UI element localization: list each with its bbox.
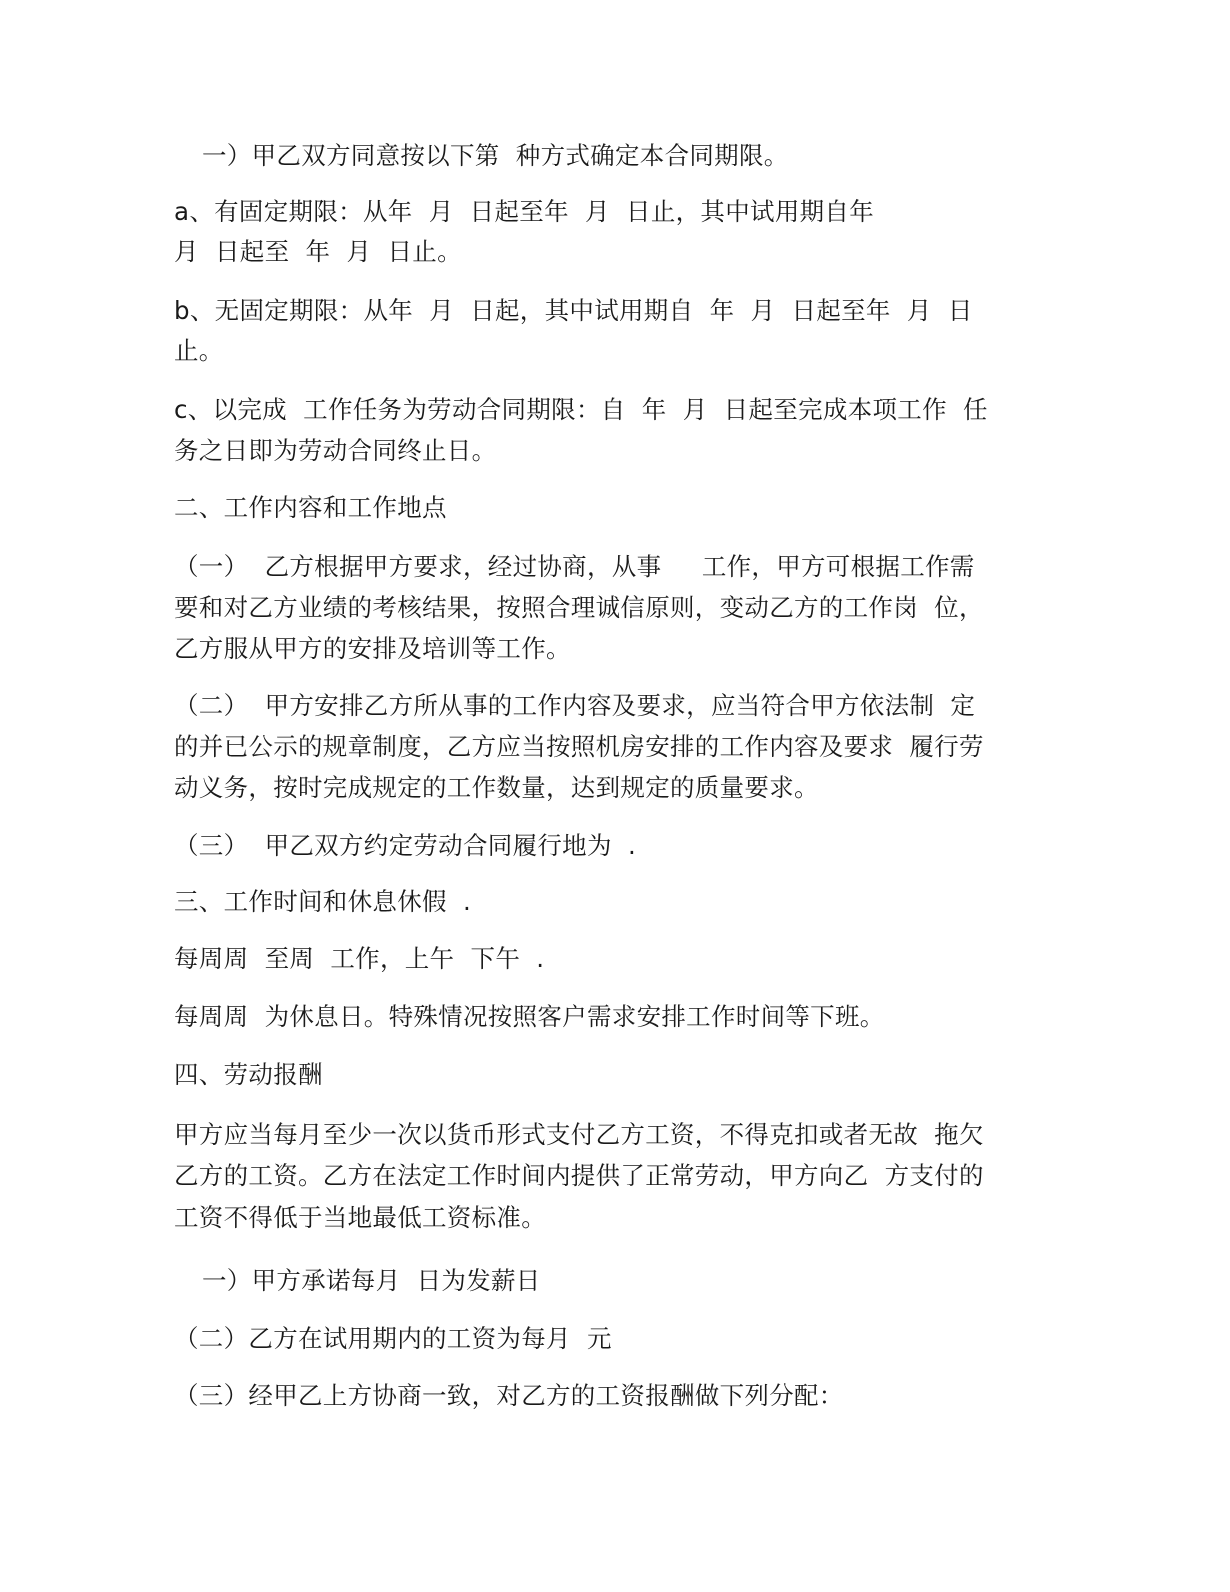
remuneration-line-2: 乙方的工资。乙方在法定工作时间内提供了正常劳动，甲方向乙 方支付的: [174, 1161, 984, 1190]
work-content-2-line-2: 的并已公示的规章制度，乙方应当按照机房安排的工作内容及要求 履行劳: [174, 732, 984, 761]
task-term-line-2: 务之日即为劳动合同终止日。: [174, 436, 497, 465]
work-content-1-line-2: 要和对乙方业绩的考核结果，按照合理诚信原则，变动乙方的工作岗 位，: [174, 593, 984, 622]
salary-allocation-clause: （三）经甲乙上方协商一致，对乙方的工资报酬做下列分配：: [174, 1381, 844, 1410]
fixed-term-line-1: a、有固定期限：从年 月 日起至年 月 日止，其中试用期自年: [174, 197, 875, 226]
task-term-line-1: c、以完成 工作任务为劳动合同期限：自 年 月 日起至完成本项工作 任: [174, 395, 988, 424]
open-term-line-2: 止。: [174, 336, 224, 365]
remuneration-line-1: 甲方应当每月至少一次以货币形式支付乙方工资，不得克扣或者无故 拖欠: [174, 1120, 984, 1149]
probation-salary-clause: （二）乙方在试用期内的工资为每月 元: [174, 1324, 612, 1353]
section-heading-work-time: 三、工作时间和休息休假 .: [174, 887, 472, 916]
section-heading-work-content: 二、工作内容和工作地点: [174, 493, 447, 522]
work-content-1-line-3: 乙方服从甲方的安排及培训等工作。: [174, 634, 571, 663]
work-content-2-line-1: （二） 甲方安排乙方所从事的工作内容及要求，应当符合甲方依法制 定: [174, 691, 976, 720]
term-method-clause: 一）甲乙双方同意按以下第 种方式确定本合同期限。: [202, 141, 789, 170]
open-term-line-1: b、无固定期限：从年 月 日起，其中试用期自 年 月 日起至年 月 日: [174, 296, 973, 325]
fixed-term-line-2: 月 日起至 年 月 日止。: [174, 237, 462, 266]
work-content-1-line-1: （一） 乙方根据甲方要求，经过协商，从事 工作，甲方可根据工作需: [174, 552, 975, 581]
payday-clause: 一）甲方承诺每月 日为发薪日: [202, 1266, 541, 1295]
work-content-2-line-3: 动义务，按时完成规定的工作数量，达到规定的质量要求。: [174, 773, 819, 802]
work-location-clause: （三） 甲乙双方约定劳动合同履行地为 .: [174, 831, 637, 860]
section-heading-remuneration: 四、劳动报酬: [174, 1060, 323, 1089]
weekly-schedule-line: 每周周 至周 工作，上午 下午 .: [174, 944, 545, 973]
remuneration-line-3: 工资不得低于当地最低工资标准。: [174, 1203, 546, 1232]
rest-day-line: 每周周 为休息日。特殊情况按照客户需求安排工作时间等下班。: [174, 1002, 885, 1031]
